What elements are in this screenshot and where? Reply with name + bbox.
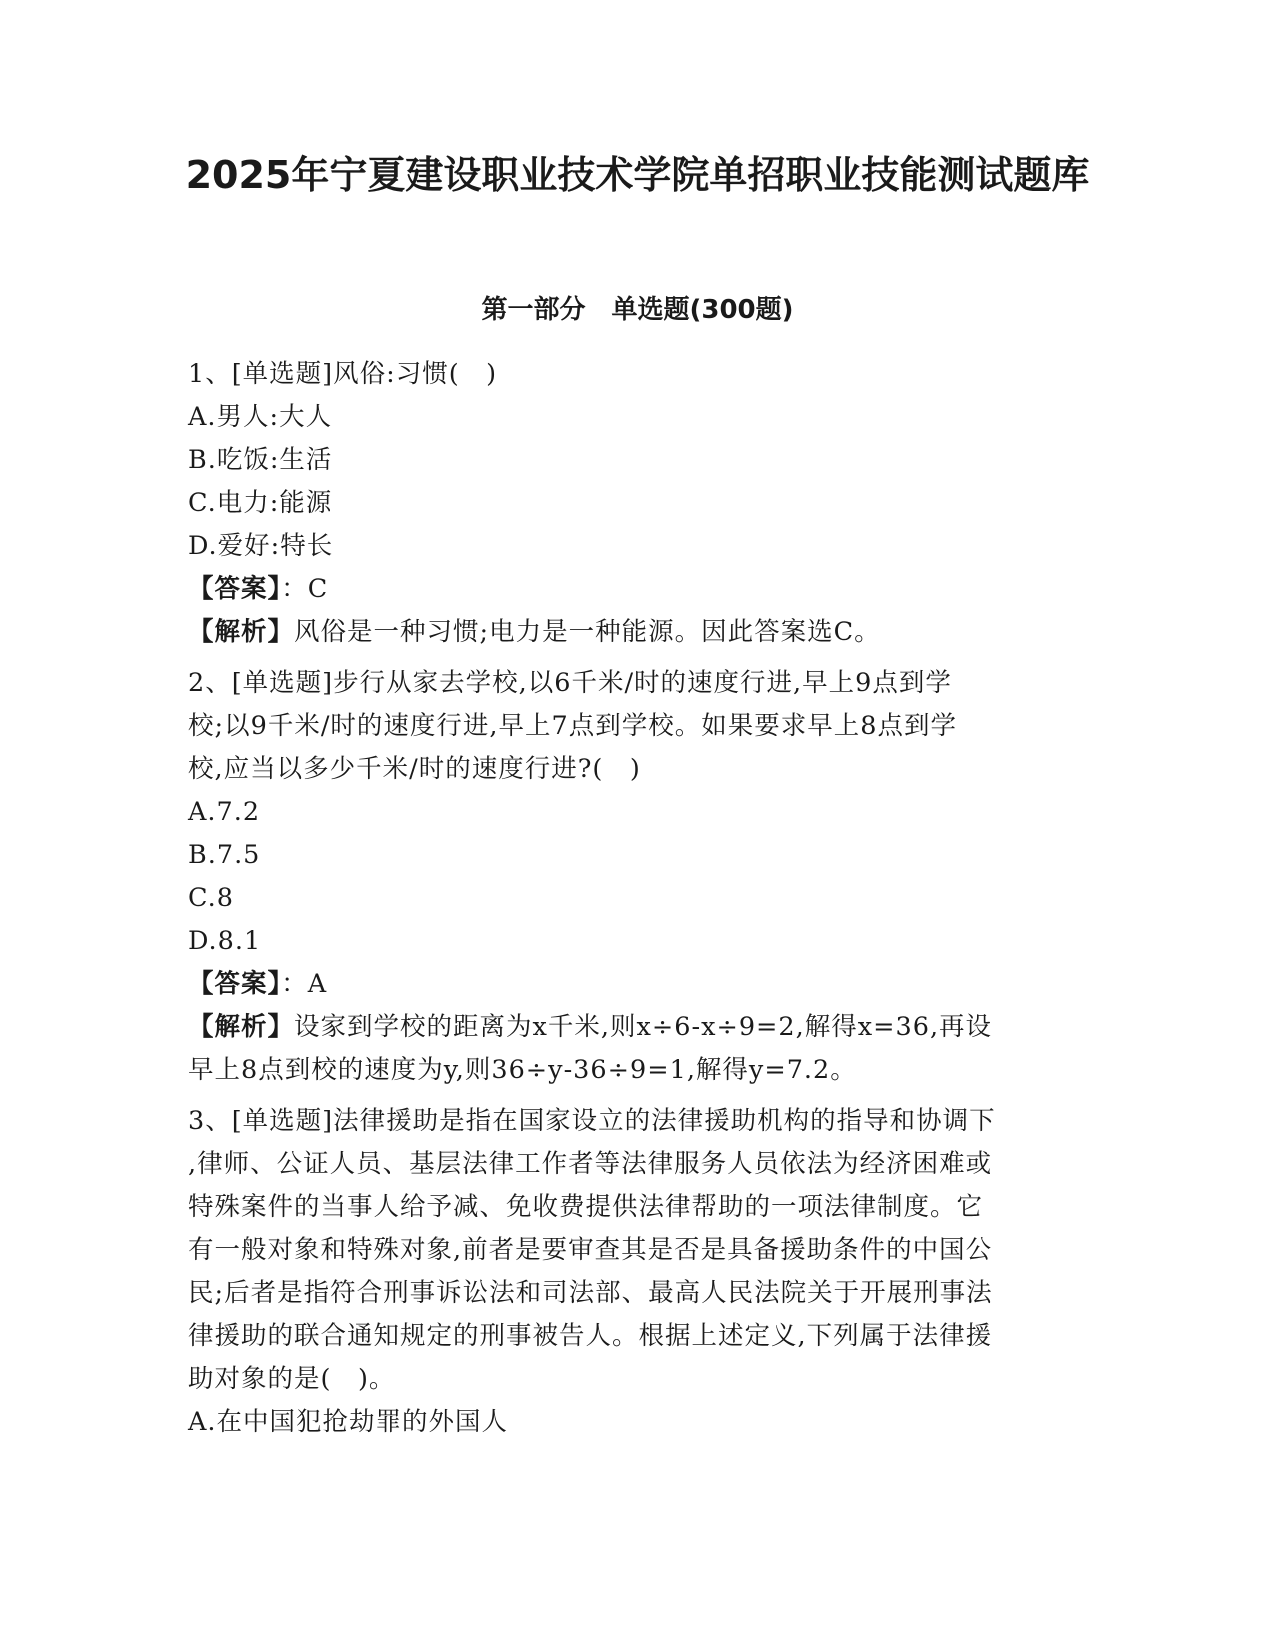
question-stem-line: ,律师、公证人员、基层法律工作者等法律服务人员依法为经济困难或 (188, 1149, 993, 1179)
question-stem-line: 特殊案件的当事人给予减、免收费提供法律帮助的一项法律制度。它 (188, 1192, 984, 1222)
question-stem-line: 校,应当以多少千米/时的速度行进?( ) (188, 754, 641, 784)
question-3 (188, 1100, 1088, 1444)
explanation-text: 风俗是一种习惯;电力是一种能源。因此答案选C。 (294, 617, 881, 647)
explanation-text: 早上8点到校的速度为y,则36÷y-36÷9=1,解得y=7.2。 (188, 1055, 857, 1085)
option-b: B.7.5 (188, 840, 261, 870)
question-stem-line: 3、[单选题]法律援助是指在国家设立的法律援助机构的指导和协调下 (188, 1106, 996, 1136)
question-stem-line: 1、[单选题]风俗:习惯( ) (188, 359, 498, 389)
explanation-text: 设家到学校的距离为x千米,则x÷6-x÷9=2,解得x=36,再设 (294, 1012, 993, 1042)
question-stem-line: 有一般对象和特殊对象,前者是要审查其是否是具备援助条件的中国公 (188, 1235, 993, 1265)
option-c: C.8 (188, 883, 234, 913)
document-title: 2025年宁夏建设职业技术学院单招职业技能测试题库 (185, 153, 1090, 197)
question-stem-line: 校;以9千米/时的速度行进,早上7点到学校。如果要求早上8点到学 (188, 711, 957, 741)
option-b: B.吃饭:生活 (188, 445, 333, 475)
option-c: C.电力:能源 (188, 488, 333, 518)
question-stem-line: 助对象的是( )。 (188, 1364, 396, 1394)
answer-line (188, 963, 1088, 1006)
answer-label: 【答案】 (188, 574, 282, 604)
explanation-line (188, 611, 1088, 654)
question-1 (188, 353, 1088, 654)
question-stem-line: 2、[单选题]步行从家去学校,以6千米/时的速度行进,早上9点到学 (188, 668, 952, 698)
option-a: A.7.2 (188, 797, 261, 827)
section-title: 第一部分 单选题(300题) (481, 295, 794, 325)
answer-value: ：A (281, 969, 328, 999)
option-d: D.爱好:特长 (188, 531, 334, 561)
answer-label: 【答案】 (188, 969, 282, 999)
answer-line (188, 568, 1088, 611)
question-2 (188, 662, 1088, 1092)
explanation-label: 【解析】 (188, 1012, 295, 1042)
answer-value: ：C (281, 574, 329, 604)
question-list (188, 353, 1088, 1452)
question-stem-line: 民;后者是指符合刑事诉讼法和司法部、最高人民法院关于开展刑事法 (188, 1278, 993, 1308)
option-d: D.8.1 (188, 926, 262, 956)
option-a: A.在中国犯抢劫罪的外国人 (188, 1407, 509, 1437)
explanation-label: 【解析】 (188, 617, 295, 647)
explanation-line (188, 1006, 1088, 1049)
question-stem-line: 律援助的联合通知规定的刑事被告人。根据上述定义,下列属于法律援 (188, 1321, 993, 1351)
option-a: A.男人:大人 (188, 402, 333, 432)
